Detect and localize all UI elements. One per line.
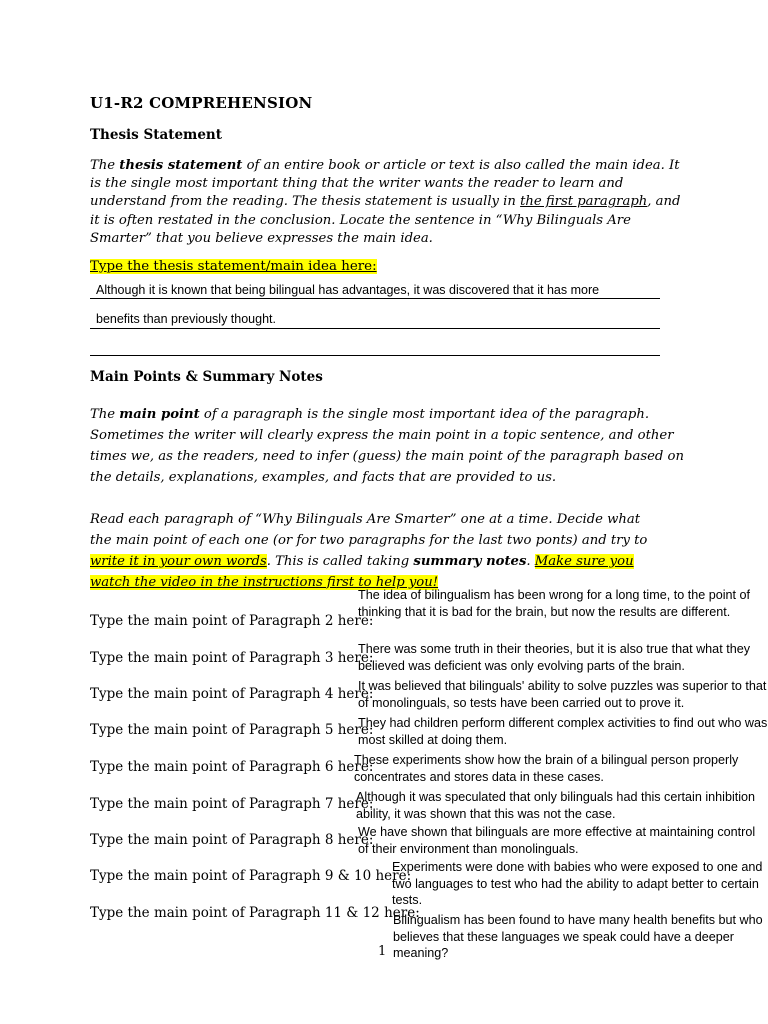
thesis-paragraph [90, 157, 690, 248]
main-points-heading: Main Points & Summary Notes [90, 369, 323, 385]
main-point-paragraph [90, 404, 690, 488]
thesis-answer-line-1[interactable]: Although it is known that being bilingual has advantages, it was discovered that it has more [96, 283, 600, 297]
page-number: 1 [378, 944, 387, 959]
answer-underline [90, 328, 660, 329]
bold-term: summary notes [413, 554, 527, 569]
highlighted-text: Make sure you watch the video in the instructions first to help you! [90, 554, 634, 590]
row-answer[interactable]: We have shown that bilinguals are more effective at maintaining control of their environment than monolinguals. [358, 825, 756, 856]
text-run: , and it is often restated in the conclusion. Locate the sentence in “Why Bilinguals Are Smarter” that you believe expresses the main idea. [90, 194, 681, 246]
row-answer[interactable]: Bilingualism has been found to have many health benefits but who believes that these languages we speak could have a deeper meaning? [393, 913, 763, 961]
row-label: Type the main point of Paragraph 11 & 12 here: [90, 905, 420, 921]
text-run: . [526, 554, 535, 569]
row-answer[interactable]: They had children perform different complex activities to find out who was most skilled at doing them. [358, 716, 768, 747]
instructions-paragraph [90, 509, 662, 593]
row-answer[interactable]: Experiments were done with babies who were exposed to one and two languages to test who had the ability to adapt better to certain tests. [392, 860, 763, 908]
row-answer[interactable]: These experiments show how the brain of a bilingual person properly concentrates and stores data in these cases. [354, 753, 739, 784]
answer-underline [90, 355, 660, 356]
page-title: U1-R2 COMPREHENSION [90, 94, 313, 112]
thesis-heading: Thesis Statement [90, 127, 222, 143]
text-run: of an entire book or article or text is also called the main idea. It is the single most important thing that the writer wants the reader to learn and understand from the reading. The thesis statement is usually in [90, 158, 680, 210]
row-answer[interactable]: It was believed that bilinguals' ability to solve puzzles was superior to that of monolinguals, so tests have been carried out to prove it. [358, 679, 767, 710]
text-run: Read each paragraph of “Why Bilinguals Are Smarter” one at a time. Decide what the main point of each one (or for two paragraphs for the last two ponts) and try to [90, 512, 648, 548]
thesis-prompt [90, 259, 377, 274]
text-run: . This is called taking [266, 554, 414, 569]
highlighted-prompt: Type the thesis statement/main idea here: [90, 259, 377, 274]
answer-underline [90, 298, 660, 299]
bold-term: main point [119, 407, 200, 422]
row-answer[interactable]: The idea of bilingualism has been wrong for a long time, to the point of thinking that it is bad for the brain, but now the results are different. [358, 588, 751, 619]
row-label: Type the main point of Paragraph 2 here: [90, 613, 374, 629]
row-label: Type the main point of Paragraph 7 here: [90, 796, 374, 812]
highlighted-text: write it in your own words [90, 554, 267, 569]
thesis-answer-line-2[interactable]: benefits than previously thought. [96, 312, 276, 326]
row-label: Type the main point of Paragraph 9 & 10 here: [90, 868, 412, 884]
row-answer[interactable]: Although it was speculated that only bilinguals had this certain inhibition ability, it was shown that this was not the case. [356, 790, 756, 821]
underlined-text: the first paragraph [520, 194, 648, 210]
row-label: Type the main point of Paragraph 4 here: [90, 686, 374, 702]
row-answer[interactable]: There was some truth in their theories, but it is also true that what they believed was deficient was only evolving parts of the brain. [358, 642, 750, 673]
row-label: Type the main point of Paragraph 6 here: [90, 759, 374, 775]
text-run: The [90, 407, 120, 422]
text-run: of a paragraph is the single most important idea of the paragraph. Sometimes the writer will clearly express the main point in a topic sentence, and other times we, as the readers, need to infer (guess) the main point of the paragraph based on the details, explanations, examples, and facts that are provided to us. [90, 407, 684, 485]
text-run: The [90, 158, 120, 173]
bold-term: thesis statement [119, 158, 243, 173]
row-label: Type the main point of Paragraph 8 here: [90, 832, 374, 848]
row-label: Type the main point of Paragraph 3 here: [90, 650, 374, 666]
row-label: Type the main point of Paragraph 5 here: [90, 722, 374, 738]
